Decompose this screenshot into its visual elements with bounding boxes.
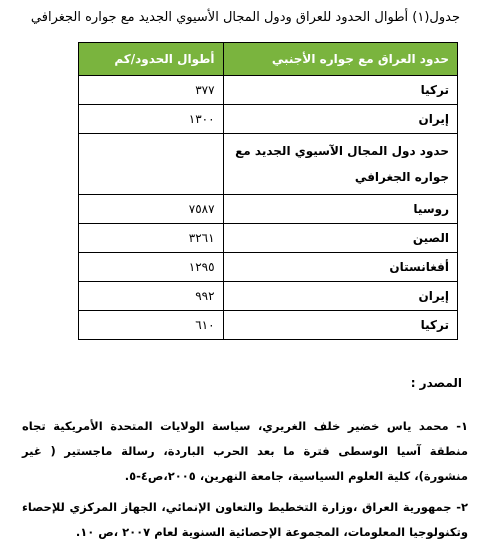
table-row bbox=[79, 253, 458, 282]
table-header-row bbox=[79, 43, 458, 76]
borders-table bbox=[78, 42, 458, 340]
length-cell: ٩٩٢ bbox=[79, 282, 224, 311]
table-subheader-row bbox=[79, 134, 458, 195]
subheader-cell: حدود دول المجال الآسيوي الجديد مع جواره الجغرافي bbox=[223, 134, 457, 195]
reference-item: ١- محمد ياس خضير خلف الغريري، سياسة الولايات المتحدة الأمريكية تجاه منطقة آسيا الوسطى فترة ما بعد الحرب الباردة، رسالة ماجستير ( غير منشورة)، كلية العلوم السياسية، جامعة النهرين، ٢٠٠٥،ص٤-٥. bbox=[22, 419, 468, 483]
country-cell: تركيا bbox=[223, 76, 457, 105]
table-row bbox=[79, 282, 458, 311]
reference-item: ٢- جمهورية العراق ،وزارة التخطيط والتعاون الإنمائي، الجهاز المركزي للإحصاء وتكنولوجيا المعلومات، المجموعة الإحصائية السنوية لعام ٢٠٠٧ ،ص ١٠. bbox=[22, 500, 468, 539]
country-cell: إيران bbox=[223, 282, 457, 311]
table-row bbox=[79, 105, 458, 134]
length-cell: ٦١٠ bbox=[79, 311, 224, 340]
table-row bbox=[79, 195, 458, 224]
length-cell: ٣٧٧ bbox=[79, 76, 224, 105]
empty-cell bbox=[79, 134, 224, 195]
table-caption: جدول(١) أطوال الحدود للعراق ودول المجال الأسيوي الجديد مع جواره الجغرافي bbox=[30, 10, 460, 25]
table-row bbox=[79, 224, 458, 253]
country-cell: تركيا bbox=[223, 311, 457, 340]
references-list bbox=[22, 414, 468, 551]
country-cell: أفغانستان bbox=[223, 253, 457, 282]
sources-label: المصدر : bbox=[410, 376, 462, 390]
table-row bbox=[79, 76, 458, 105]
country-cell: روسيا bbox=[223, 195, 457, 224]
country-cell: الصين bbox=[223, 224, 457, 253]
header-borders-name: حدود العراق مع جواره الأجنبي bbox=[223, 43, 457, 76]
table-row bbox=[79, 311, 458, 340]
header-borders-length: أطوال الحدود/كم bbox=[79, 43, 224, 76]
length-cell: ٧٥٨٧ bbox=[79, 195, 224, 224]
length-cell: ١٣٠٠ bbox=[79, 105, 224, 134]
length-cell: ٣٢٦١ bbox=[79, 224, 224, 253]
country-cell: إيران bbox=[223, 105, 457, 134]
length-cell: ١٢٩٥ bbox=[79, 253, 224, 282]
